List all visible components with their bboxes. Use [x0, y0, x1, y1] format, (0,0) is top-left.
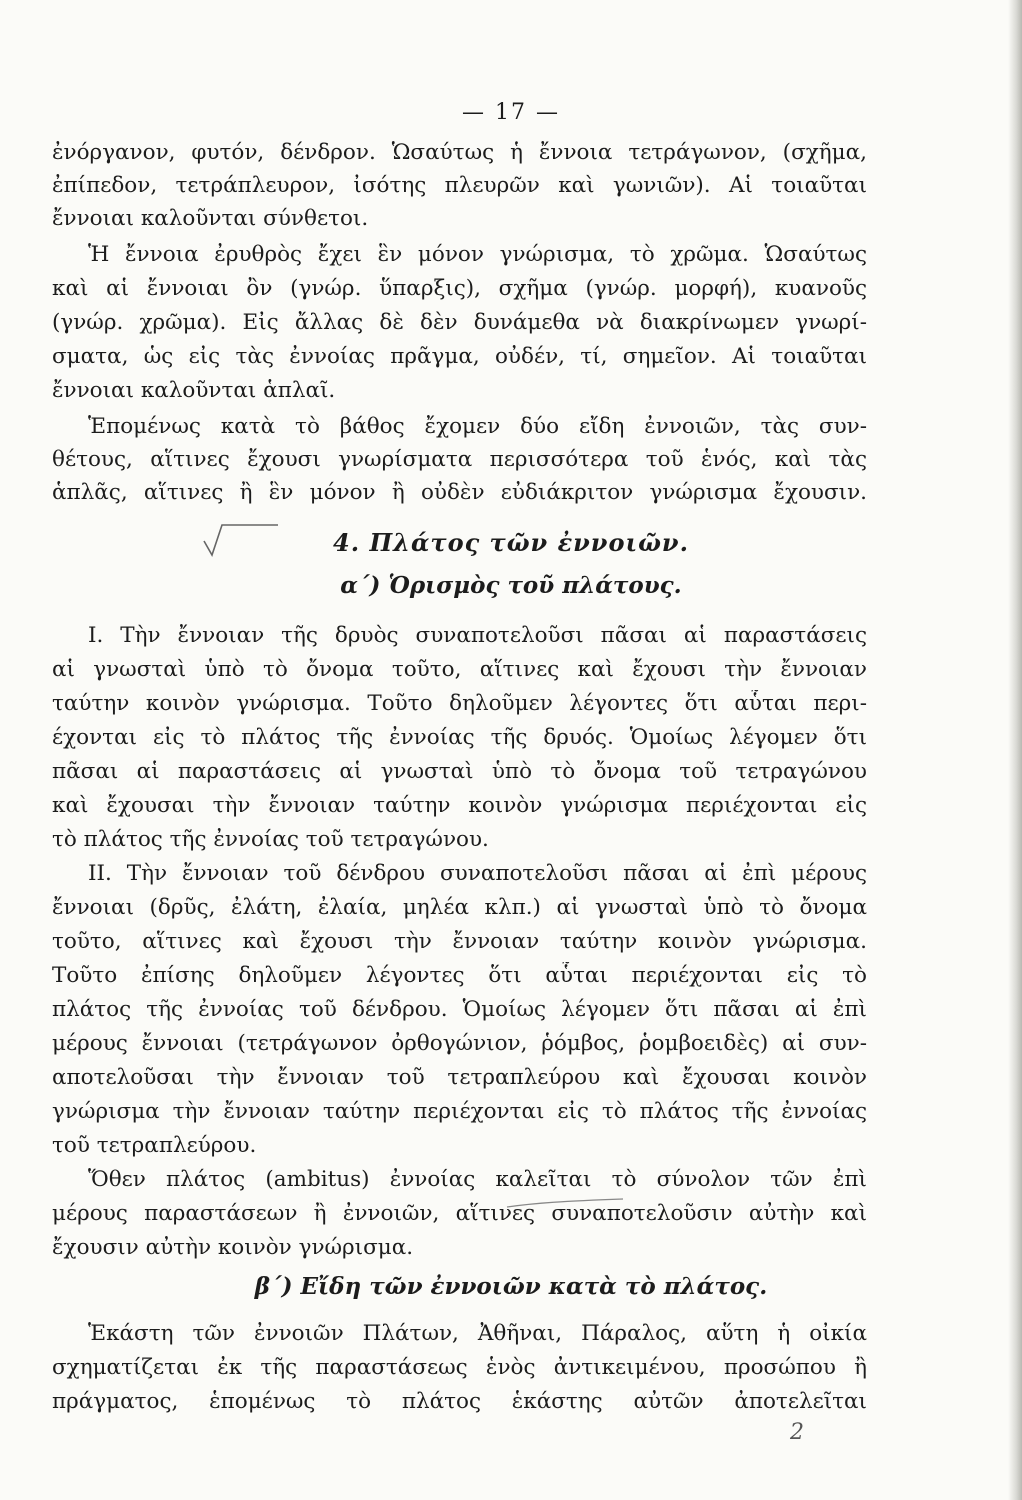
text-line: ἔννοιαι (δρῦς, ἐλάτη, ἐλαία, μηλέα κλπ.) αἱ γνωσταὶ ὑπὸ τὸ ὄνομα [52, 895, 867, 920]
text-line: μέρους ἔννοιαι (τετράγωνον ὀρθογώνιον, ῥόμβος, ῥομβοειδὲς) αἱ συν- [52, 1031, 867, 1056]
text-line: μέρους παραστάσεων ἢ ἐννοιῶν, αἵτινες συναποτελοῦσιν αὐτὴν καὶ [52, 1201, 867, 1226]
subsection-heading-a: α΄) Ὁρισμὸς τοῦ πλάτους. [340, 572, 682, 599]
text-line: καὶ ἔχουσαι τὴν ἔννοιαν ταύτην κοινὸν γνώρισμα περιέχονται εἰς [52, 793, 867, 818]
text-line: τὸ πλάτος τῆς ἐννοίας τοῦ τετραγώνου. [52, 827, 489, 852]
text-line: τοῦτο, αἵτινες καὶ ἔχουσι τὴν ἔννοιαν ταύτην κοινὸν γνώρισμα. [52, 929, 867, 954]
text-line: καὶ αἱ ἔννοιαι ὂν (γνώρ. ὕπαρξις), σχῆμα (γνώρ. μορφή), κυανοῦς [52, 276, 867, 301]
text-line: τοῦ τετραπλεύρου. [52, 1133, 257, 1158]
signature-mark: 2 [790, 1420, 804, 1445]
text-line: (γνώρ. χρῶμα). Εἰς ἄλλας δὲ δὲν δυνάμεθα νὰ διακρίνωμεν γνωρί- [52, 310, 867, 335]
text-line: πᾶσαι αἱ παραστάσεις αἱ γνωσταὶ ὑπὸ τὸ ὄνομα τοῦ τετραγώνου [52, 759, 867, 784]
subsection-heading-b: β΄) Εἴδη τῶν ἐννοιῶν κατὰ τὸ πλάτος. [254, 1273, 768, 1300]
text-line: Ἑκάστη τῶν ἐννοιῶν Πλάτων, Ἀθῆναι, Πάραλος, αὕτη ἡ οἰκία [88, 1321, 867, 1346]
text-line: σχηματίζεται ἐκ τῆς παραστάσεως ἑνὸς ἀντικειμένου, προσώπου ἢ [52, 1355, 867, 1380]
text-line: ἐπίπεδον, τετράπλευρον, ἰσότης πλευρῶν καὶ γωνιῶν). Αἱ τοιαῦται [52, 173, 867, 198]
text-line: θέτους, αἵτινες ἔχουσι γνωρίσματα περισσότερα τοῦ ἑνός, καὶ τὰς [52, 447, 867, 472]
text-line: Ὅθεν πλάτος (ambitus) ἐννοίας καλεῖται τὸ σύνολον τῶν ἐπὶ [88, 1167, 867, 1192]
text-line: Ἑπομένως κατὰ τὸ βάθος ἔχομεν δύο εἴδη ἐννοιῶν, τὰς συν- [88, 414, 867, 439]
text-line: ἔννοιαι καλοῦνται ἁπλαῖ. [52, 378, 336, 403]
text-line: Τοῦτο ἐπίσης δηλοῦμεν λέγοντες ὅτι αὗται περιέχονται εἰς τὸ [52, 963, 867, 988]
text-line: αἱ γνωσταὶ ὑπὸ τὸ ὄνομα τοῦτο, αἵτινες καὶ ἔχουσι τὴν ἔννοιαν [52, 657, 867, 682]
text-line: γνώρισμα τὴν ἔννοιαν ταύτην περιέχονται εἰς τὸ πλάτος τῆς ἐννοίας [52, 1099, 867, 1124]
section-heading: 4. Πλάτος τῶν ἐννοιῶν. [333, 528, 689, 557]
text-line: αποτελοῦσαι τὴν ἔννοιαν τοῦ τετραπλεύρου καὶ ἔχουσαι κοινὸν [52, 1065, 867, 1090]
text-line: ἔννοιαι καλοῦνται σύνθετοι. [52, 206, 369, 231]
text-line: πράγματος, ἑπομένως τὸ πλάτος ἑκάστης αὐτῶν ἀποτελεῖται [52, 1389, 867, 1414]
text-line: έχονται εἰς τὸ πλάτος τῆς ἐννοίας τῆς δρυός. Ὁμοίως λέγομεν ὅτι [52, 725, 867, 750]
text-line: Ἡ ἔννοια ἐρυθρὸς ἔχει ἓν μόνον γνώρισμα, τὸ χρῶμα. Ὡσαύτως [88, 242, 867, 267]
text-line: ἐνόργανον, φυτόν, δένδρον. Ὡσαύτως ἡ ἔννοια τετράγωνον, (σχῆμα, [52, 140, 867, 165]
text-line: ΙΙ. Τὴν ἔννοιαν τοῦ δένδρου συναποτελοῦσι πᾶσαι αἱ ἐπὶ μέρους [88, 861, 867, 886]
text-line: πλάτος τῆς ἐννοίας τοῦ δένδρου. Ὁμοίως λέγομεν ὅτι πᾶσαι αἱ ἐπὶ [52, 997, 867, 1022]
text-line: ἔχουσιν αὐτὴν κοινὸν γνώρισμα. [52, 1235, 414, 1260]
text-line: σματα, ὡς εἰς τὰς ἐννοίας πρᾶγμα, οὐδέν, τί, σημεῖον. Αἱ τοιαῦται [52, 344, 867, 369]
pencil-stroke-icon [505, 1195, 625, 1215]
page-number: — 17 — [462, 100, 560, 125]
text-line: ταύτην κοινὸν γνώρισμα. Τοῦτο δηλοῦμεν λέγοντες ὅτι αὗται περι- [52, 691, 867, 716]
text-line: ἁπλᾶς, αἵτινες ἢ ἓν μόνον ἢ οὐδὲν εὐδιάκριτον γνώρισμα ἔχουσιν. [52, 480, 867, 505]
text-line: Ι. Τὴν ἔννοιαν τῆς δρυὸς συναποτελοῦσι πᾶσαι αἱ παραστάσεις [88, 623, 867, 648]
